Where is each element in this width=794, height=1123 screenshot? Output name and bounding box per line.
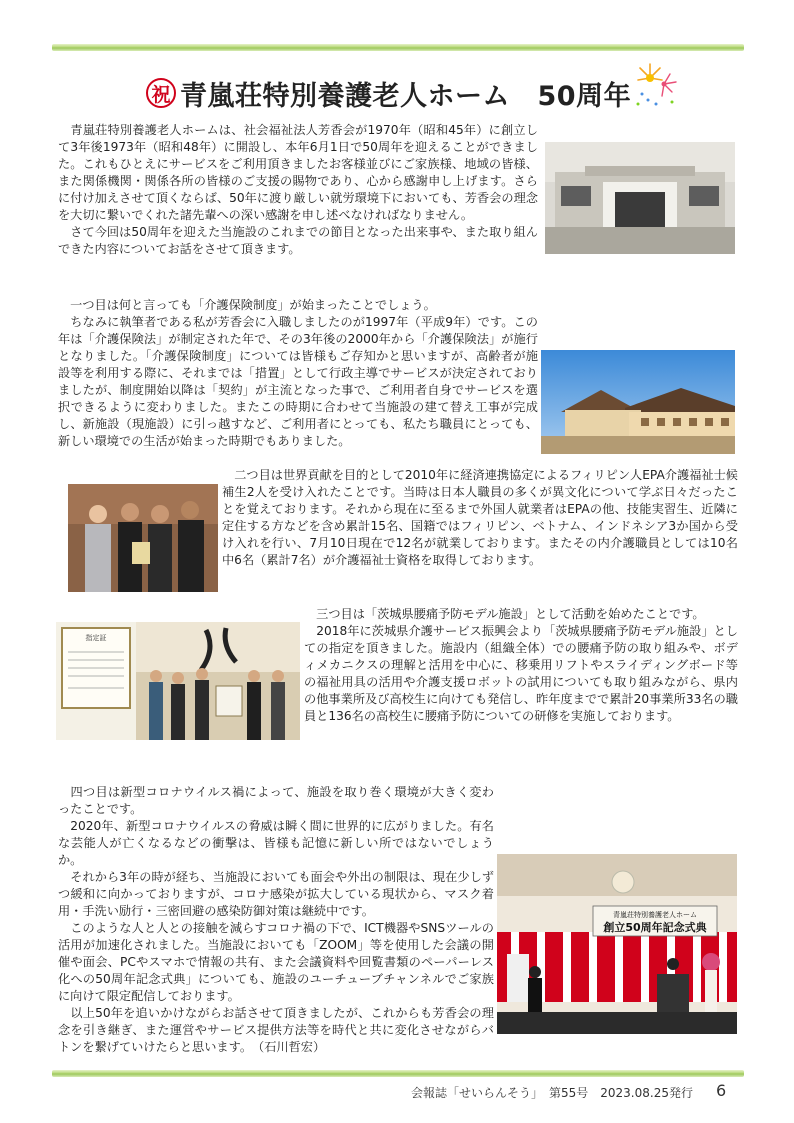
fireworks-icon xyxy=(632,60,682,110)
ceremony-banner-subtitle: 青嵐荘特別養護老人ホーム xyxy=(613,911,697,919)
intro-section xyxy=(58,122,738,259)
fourth-topic-paragraph-1: 四つ目は新型コロナウイルス禍によって、施設を取り巻く環境が大きく変わったことです。 xyxy=(58,785,494,816)
fourth-topic-paragraph-4: このような人と人との接触を減らすコロナ禍の下で、ICT機器やSNSツールの活用が加速化されました。当施設においても「ZOOM」等を使用した会議の開催や面会、PCやスマホで情報の共有、また会議資料や回覧書類のペーパーレス化への50周年記念式典」についても、施設のユーチューブチャンネルでご家族に向けて限定配信しております。 xyxy=(58,921,494,1003)
footer xyxy=(0,1080,794,1104)
third-topic-section xyxy=(58,606,738,742)
intro-paragraph-1: 青嵐荘特別養護老人ホームは、社会福祉法人芳香会が1970年（昭和45年）に創立して3年後1973年（昭和48年）に開設し、本年6月1日で50周年を迎えることができました。これもひとえにサービスをご利用頂きましたお客様並びにご家族様、地域の皆様、また関係機関・関係各所の皆様のご支援の賜物であり、心から感謝申し上げます。さらに付け加えさせて頂くならば、50年に渡り厳しい就労環境下においても、芳香会の理念を大切に繋いでくれた諸先輩への深い感謝を申し述べなければなりません。 xyxy=(58,123,538,222)
ceremony-banner-title: 創立50周年記念式典 xyxy=(603,921,707,934)
third-topic-lead: 三つ目は「茨城県腰痛予防モデル施設」として活動を始めたことです。 xyxy=(304,607,705,621)
celebrate-mark: 祝 xyxy=(146,78,176,108)
bottom-green-rule xyxy=(52,1070,744,1077)
intro-paragraph-2: さて今回は50周年を迎えた当施設のこれまでの節目となった出来事や、また取り組んできた内容についてお話をさせて頂きます。 xyxy=(58,225,538,256)
fourth-topic-paragraph-5: 以上50年を追いかけながらお話させて頂きましたが、これからも芳香会の理念を引き継ぎ、また運営やサービス提供方法等を時代と共に変化させながらバトンを繋げていけたらと思います。 （石川哲宏） xyxy=(58,1006,494,1054)
certificate-title: 指定証 xyxy=(85,634,107,642)
page-number: 6 xyxy=(716,1081,727,1100)
text-wrap-spacer xyxy=(58,606,304,742)
fourth-topic-section xyxy=(58,784,738,1056)
second-topic-paragraph: 二つ目は世界貢献を目的として2010年に経済連携協定によるフィリピン人EPA介護福祉士候補生2人を受け入れたことです。当時は日本人職員の多くが異文化について学ぶ日々だったことを覚えております。それから現在に至るまで外国人就業者はEPAの他、技能実習生、近隣に定住する方などを含め累計15名、国籍ではフィリピン、ベトナム、インドネシア3か国から受け入れを行い、7月10日現在で12名が就業しております。またその内介護職員としては10名中6名（累計7名）が介護福祉士資格を取得しております。 xyxy=(222,468,738,567)
text-wrap-spacer xyxy=(494,854,738,1040)
page-title: 青嵐荘特別養護老人ホーム 50周年 xyxy=(180,81,632,112)
third-topic-paragraph: 2018年に茨城県介護サービス振興会より「茨城県腰痛予防モデル施設」としての指定を頂きました。施設内（組織全体）での腰痛予防の取り組みや、ボディメカニクスの理解と活用を中心に、移乗用リフトやスライディングボード等の福祉用具の活用や介護支援ロボットの試用についても取り組みながら、県内の他事業所及び高校生に向けても発信し、昨年度までで累計20事業所33名の職員と136名の高校生に腰痛予防についての研修を実施しております。 xyxy=(304,624,738,723)
epa-candidates-photo xyxy=(68,484,218,592)
fourth-topic-paragraph-3: それから3年の時が経ち、当施設においても面会や外出の制限は、現在少しずつ緩和に向かっておりますが、コロナ感染が拡大している現状から、マスク着用・手洗い励行・三密回避の感染防御対策は継続中です。 xyxy=(58,870,494,918)
publication-info: 会報誌「せいらんそう」 第55号 2023.08.25発行 xyxy=(411,1086,693,1100)
text-wrap-spacer xyxy=(538,350,738,452)
fourth-topic-paragraph-2: 2020年、新型コロナウイルスの脅威は瞬く間に世界的に広がりました。有名な芸能人が亡くなるなどの衝撃は、皆様も記憶に新しい所ではないでしょうか。 xyxy=(58,819,494,867)
first-topic-lead: 一つ目は何と言っても「介護保険制度」が始まったことでしょう。 xyxy=(58,298,436,312)
first-topic-paragraph: ちなみに執筆者である私が芳香会に入職しましたのが1997年（平成9年）です。この年は「介護保険法」が制定された年で、その3年後の2000年から「介護保険法」が施行となりました。「介護保険制度」については皆様もご存知かと思いますが、高齢者が施設等を利用する際に、それまでは「措置」として行政主導でサービスが決定されておりましたが、制度開始以降は「契約」が主流となった事で、ご利用者自身でサービスを選択できるように変わりました。またこの時期に合わせて当施設の建て替え工事が完成し、新施設（現施設）に引っ越すなど、ご利用者にとっても、私たち職員にとっても、新しい環境での生活が始まった時期でもありました。 xyxy=(58,314,738,452)
top-green-rule xyxy=(52,44,744,51)
text-wrap-spacer xyxy=(538,139,738,259)
